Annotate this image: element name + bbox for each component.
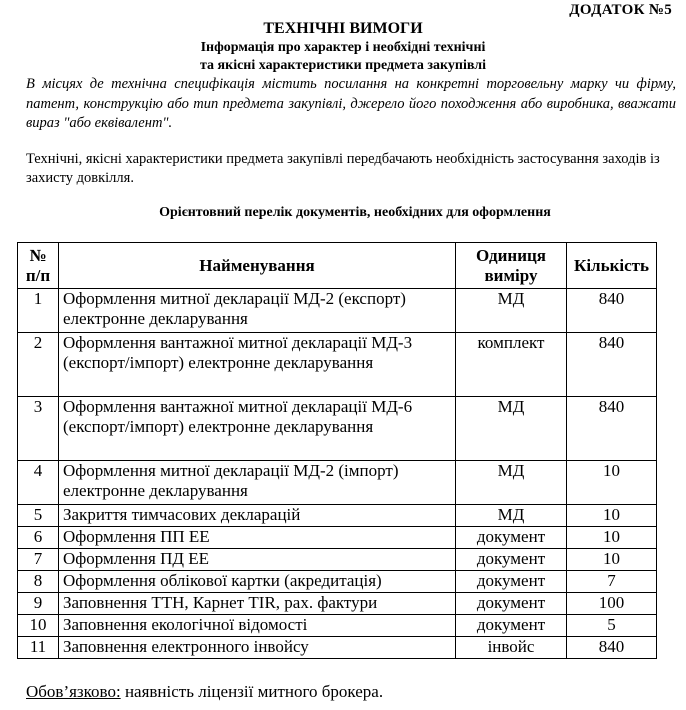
row-unit: документ <box>456 571 567 593</box>
header-name: Найменування <box>59 243 456 289</box>
row-name: Оформлення вантажної митної декларації МД-6 (експорт/імпорт) електронне декларування <box>59 397 456 461</box>
row-qty: 10 <box>567 505 657 527</box>
row-unit: документ <box>456 615 567 637</box>
page-title: ТЕХНІЧНІ ВИМОГИ <box>263 20 423 37</box>
row-unit: документ <box>456 527 567 549</box>
row-name: Оформлення облікової картки (акредитація) <box>59 571 456 593</box>
row-qty: 840 <box>567 333 657 397</box>
row-num: 11 <box>18 637 59 659</box>
table-row <box>18 289 657 333</box>
mandatory-label: Обов’язково: <box>26 682 121 701</box>
row-name: Заповнення ТТН, Карнет TIR, рах. фактури <box>59 593 456 615</box>
row-num: 1 <box>18 289 59 333</box>
row-unit: комплект <box>456 333 567 397</box>
row-name: Заповнення екологічної відомості <box>59 615 456 637</box>
row-unit: документ <box>456 549 567 571</box>
annex-label: ДОДАТОК №5 <box>569 2 672 18</box>
row-name: Оформлення ПД ЕЕ <box>59 549 456 571</box>
documents-table <box>17 242 657 659</box>
header-qty: Кількість <box>567 243 657 289</box>
row-name: Оформлення митної декларації МД-2 (імпорт) електронне декларування <box>59 461 456 505</box>
table-row <box>18 461 657 505</box>
table-header-row <box>18 243 657 289</box>
row-name: Оформлення митної декларації МД-2 (експорт) електронне декларування <box>59 289 456 333</box>
row-num: 8 <box>18 571 59 593</box>
equivalent-note: В місцях де технічна специфікація містить посилання на конкретні торговельну марку чи фірму, патент, конструкцію або тип предмета закупівлі, джерело його походження або виробника, вважати вираз "або еквівалент". <box>26 76 676 131</box>
environment-paragraph: Технічні, якісні характеристики предмета закупівлі передбачають необхідність застосування заходів із захисту довкілля. <box>26 151 660 186</box>
table-row <box>18 637 657 659</box>
row-qty: 10 <box>567 527 657 549</box>
subtitle-line-1: Інформація про характер і необхідні технічні <box>200 40 486 55</box>
row-name: Оформлення ПП ЕЕ <box>59 527 456 549</box>
row-num: 9 <box>18 593 59 615</box>
row-name: Закриття тимчасових декларацій <box>59 505 456 527</box>
row-num: 4 <box>18 461 59 505</box>
row-num: 7 <box>18 549 59 571</box>
row-num: 5 <box>18 505 59 527</box>
table-row <box>18 593 657 615</box>
table-row <box>18 397 657 461</box>
table-row <box>18 527 657 549</box>
row-qty: 840 <box>567 637 657 659</box>
row-num: 3 <box>18 397 59 461</box>
row-num: 10 <box>18 615 59 637</box>
table-row <box>18 549 657 571</box>
table-row <box>18 571 657 593</box>
subtitle-line-2: та якісні характеристики предмета закупівлі <box>200 58 486 73</box>
mandatory-text: наявність ліцензії митного брокера. <box>120 682 384 701</box>
row-unit: МД <box>456 289 567 333</box>
row-qty: 10 <box>567 461 657 505</box>
row-qty: 840 <box>567 289 657 333</box>
row-num: 6 <box>18 527 59 549</box>
list-title: Орієнтовний перелік документів, необхідних для оформлення <box>159 205 551 220</box>
table-row <box>18 615 657 637</box>
mandatory-note <box>26 682 383 702</box>
header-num: № п/п <box>18 243 59 289</box>
row-num: 2 <box>18 333 59 397</box>
row-name: Заповнення електронного інвойсу <box>59 637 456 659</box>
row-name: Оформлення вантажної митної декларації МД-3 (експорт/імпорт) електронне декларування <box>59 333 456 397</box>
row-qty: 100 <box>567 593 657 615</box>
header-unit: Одиниця виміру <box>456 243 567 289</box>
row-unit: документ <box>456 593 567 615</box>
row-qty: 7 <box>567 571 657 593</box>
row-unit: МД <box>456 397 567 461</box>
row-unit: МД <box>456 505 567 527</box>
row-unit: МД <box>456 461 567 505</box>
row-qty: 10 <box>567 549 657 571</box>
table-row <box>18 505 657 527</box>
row-unit: інвойс <box>456 637 567 659</box>
row-qty: 840 <box>567 397 657 461</box>
row-qty: 5 <box>567 615 657 637</box>
table-row <box>18 333 657 397</box>
